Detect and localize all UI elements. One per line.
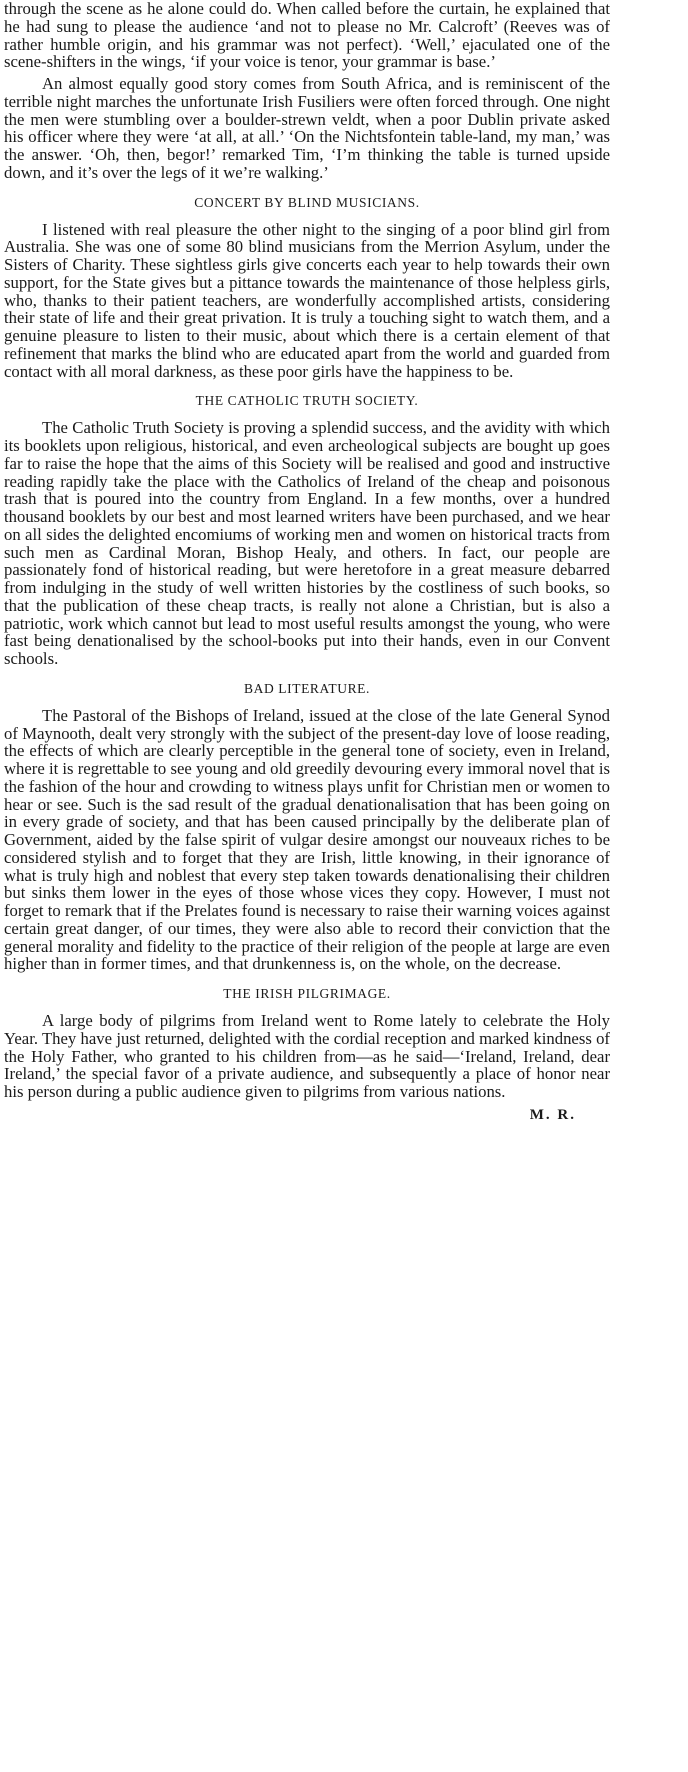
section-heading-concert: CONCERT BY BLIND MUSICIANS. <box>194 194 420 210</box>
paragraph-catholic-truth-society: The Catholic Truth Society is proving a splendid success, and the avidity with which its booklets upon religious, historical, and even archeological subjects are bought up goes far to raise the hope that the aims of this Society will be realised and good and instructive reading rapidly take the place with the Catholics of Ireland of the cheap and poisonous trash that is poured into the country from England. In a few months, over a hundred thousand booklets by our best and most learned writers have been purchased, and we hear on all sides the delighted encomiums of working men and women on historical tracts from such men as Cardinal Moran, Bishop Healy, and others. In fact, our people are passionately fond of historical reading, but were heretofore in a great measure debarred from indulging in the study of well written histories by the costliness of such books, so that the publication of these cheap tracts, is really not alone a Christian, but is also a patriotic, work which cannot but lead to most useful results amongst the young, who were fast being denationalised by the school-books put into their hands, even in our Convent schools. <box>4 418 610 668</box>
paragraph-reeves-story: through the scene as he alone could do. When called before the curtain, he explained that he had sung to please the audience ‘and not to please no Mr. Calcroft’ (Reeves was of rather humble origin, and his grammar was not perfect). ‘Well,’ ejaculated one of the scene-shifters in the wings, ‘if your voice is tenor, your grammar is base.’ <box>4 0 610 72</box>
paragraph-south-africa-story: An almost equally good story comes from South Africa, and is reminiscent of the terrible night marches the unfortunate Irish Fusiliers were often forced through. One night the men were stumbling over a boulder-strewn veldt, when a poor Dublin private asked his officer where they were ‘at all, at all.’ ‘On the Nichtsfontein table-land, my man,’ was the answer. ‘Oh, then, begor!’ remarked Tim, ‘I’m thinking the table is turned upside down, and it’s over the legs of it we’re walking.’ <box>4 74 610 182</box>
section-heading-bad-literature: BAD LITERATURE. <box>244 680 370 696</box>
section-heading-irish-pilgrimage: THE IRISH PILGRIMAGE. <box>223 986 391 1001</box>
paragraph-bad-literature: The Pastoral of the Bishops of Ireland, issued at the close of the late General Synod of Maynooth, dealt very strongly with the subject of the present-day love of loose reading, the effects of which are clearly perceptible in the general tone of society, even in Ireland, where it is regrettable to see young and old greedily devouring every immoral novel that is the fashion of the hour and crowding to witness plays unfit for Christian men or women to hear or see. Such is the sad result of the gradual denationalisation that has been going on in every grade of society, and that has been caused principally by the deliberate plan of Government, aided by the false spirit of vulgar desire amongst our nouveaux riches to be considered stylish and to forget that they are Irish, little knowing, in their ignorance of what is truly high and noblest that every step taken towards denationalising their children but sinks them lower in the eyes of those whose vices they copy. However, I must not forget to remark that if the Prelates found is necessary to raise their warning voices against certain great danger, of our times, they were also able to record their conviction that the general morality and fidelity to the practice of their religion of the people at large are even higher than in former times, and that drunkenness is, on the whole, on the decrease. <box>4 705 610 974</box>
paragraph-blind-musicians: I listened with real pleasure the other night to the singing of a poor blind girl from Australia. She was one of some 80 blind musicians from the Merrion Asylum, under the Sisters of Charity. These sightless girls give concerts each year to help towards their own support, for the State gives but a pittance towards the maintenance of those helpless girls, who, thanks to their patient teachers, are wonderfully accomplished artists, considering their state of life and their great privation. It is truly a touching sight to watch them, and a genuine pleasure to listen to their music, about which there is a certain element of that refinement that marks the blind who are educated apart from the world and guarded from contact with all moral darkness, as these poor girls have the happiness to be. <box>4 219 610 381</box>
paragraph-irish-pilgrimage: A large body of pilgrims from Ireland went to Rome lately to celebrate the Holy Year. They have just returned, delighted with the cordial reception and marked kindness of the Holy Father, who granted to his children from—as he said—‘Ireland, Ireland, dear Ireland,’ the special favor of a private audience, and subsequently a place of honor near his person during a public audience given to pilgrims from various nations. <box>4 1011 610 1101</box>
author-signature: M. R. <box>529 1106 576 1123</box>
section-heading-catholic-truth-society: THE CATHOLIC TRUTH SOCIETY. <box>195 393 419 409</box>
